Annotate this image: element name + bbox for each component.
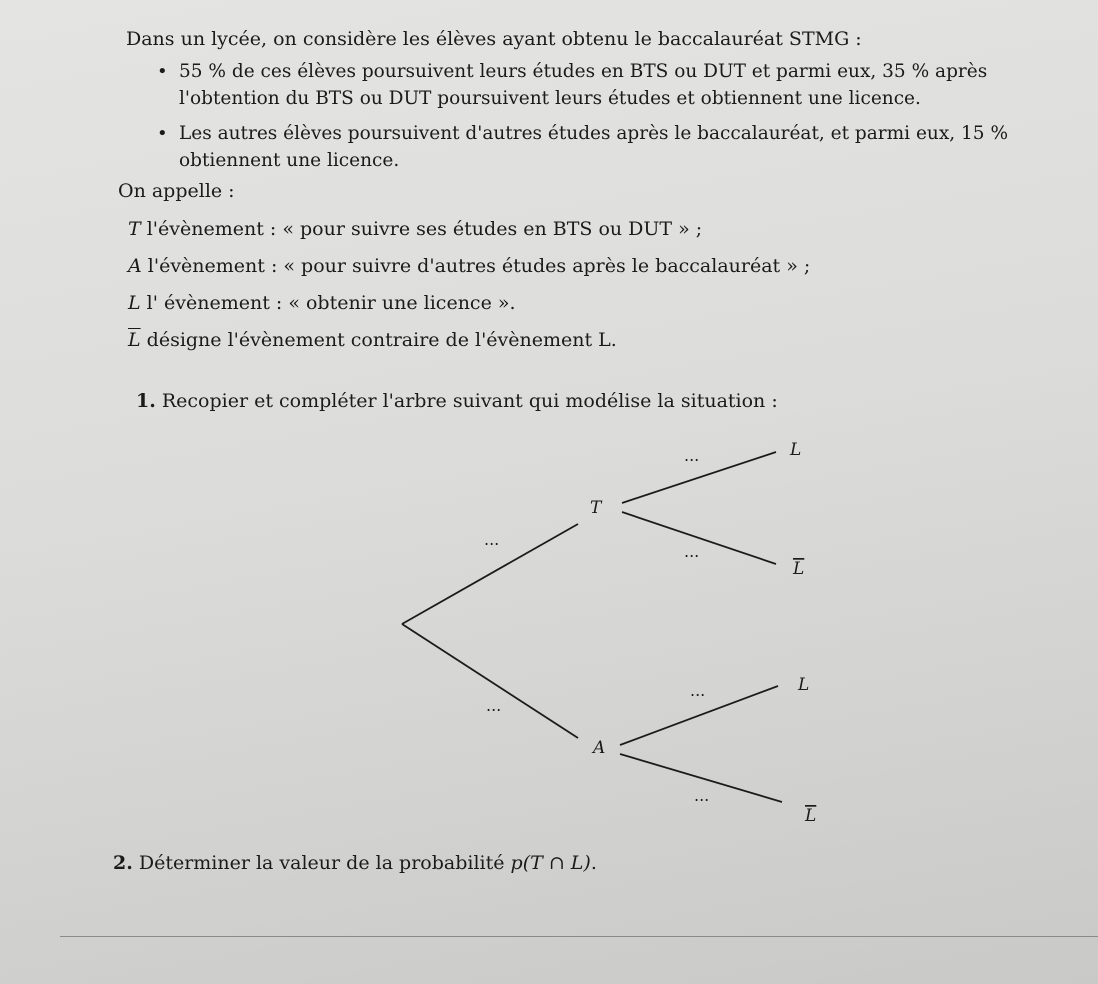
symbol-A: A xyxy=(128,255,142,277)
leaf-A-Lbar: L xyxy=(805,806,817,826)
question-text: Recopier et compléter l'arbre suivant qui modélise la situation : xyxy=(161,390,778,412)
question-end: . xyxy=(590,852,597,874)
prob-T-L: ... xyxy=(684,446,700,465)
prob-A-Lbar: ... xyxy=(694,786,710,805)
definition-text: l'évènement : « pour suivre d'autres études après le baccalauréat » ; xyxy=(141,255,811,277)
branch-root-A xyxy=(402,624,578,738)
intro-text: Dans un lycée, on considère les élèves ayant obtenu le baccalauréat STMG : xyxy=(126,28,862,50)
leaf-T-L: L xyxy=(790,440,802,460)
prob-root-A: ... xyxy=(486,696,502,715)
question-text: Déterminer la valeur de la probabilité xyxy=(138,852,511,874)
probability-expression: p(T ∩ L) xyxy=(510,852,591,874)
question-number: 1. xyxy=(136,390,156,412)
leaf-T-Lbar: L xyxy=(793,559,805,579)
symbol-T: T xyxy=(128,218,141,240)
definition-text: l' évènement : « obtenir une licence ». xyxy=(140,292,516,314)
node-T: T xyxy=(590,498,602,518)
definition-text: désigne l'évènement contraire de l'évènement L. xyxy=(140,329,617,351)
leaf-A-L: L xyxy=(798,675,810,695)
symbol-L: L xyxy=(128,292,141,314)
bullet-item: • Les autres élèves poursuivent d'autres études après le baccalauréat, et parmi eux, 15 % obtiennent une licence. xyxy=(155,120,1035,174)
appelle-heading: On appelle : xyxy=(118,180,235,202)
prob-root-T: ... xyxy=(484,530,500,549)
prob-T-Lbar: ... xyxy=(684,542,700,561)
question-number: 2. xyxy=(113,852,133,874)
bullet-item: • 55 % de ces élèves poursuivent leurs études en BTS ou DUT et parmi eux, 35 % après l'obtention du BTS ou DUT poursuivent leurs études et obtiennent une licence. xyxy=(155,58,1035,112)
symbol-Lbar: $\overline{L}$ xyxy=(128,329,141,351)
definition-text: l'évènement : « pour suivre ses études en BTS ou DUT » ; xyxy=(140,218,703,240)
prob-A-L: ... xyxy=(690,681,706,700)
page-divider xyxy=(60,936,1098,937)
question-2 xyxy=(113,852,597,874)
node-A: A xyxy=(593,738,606,758)
